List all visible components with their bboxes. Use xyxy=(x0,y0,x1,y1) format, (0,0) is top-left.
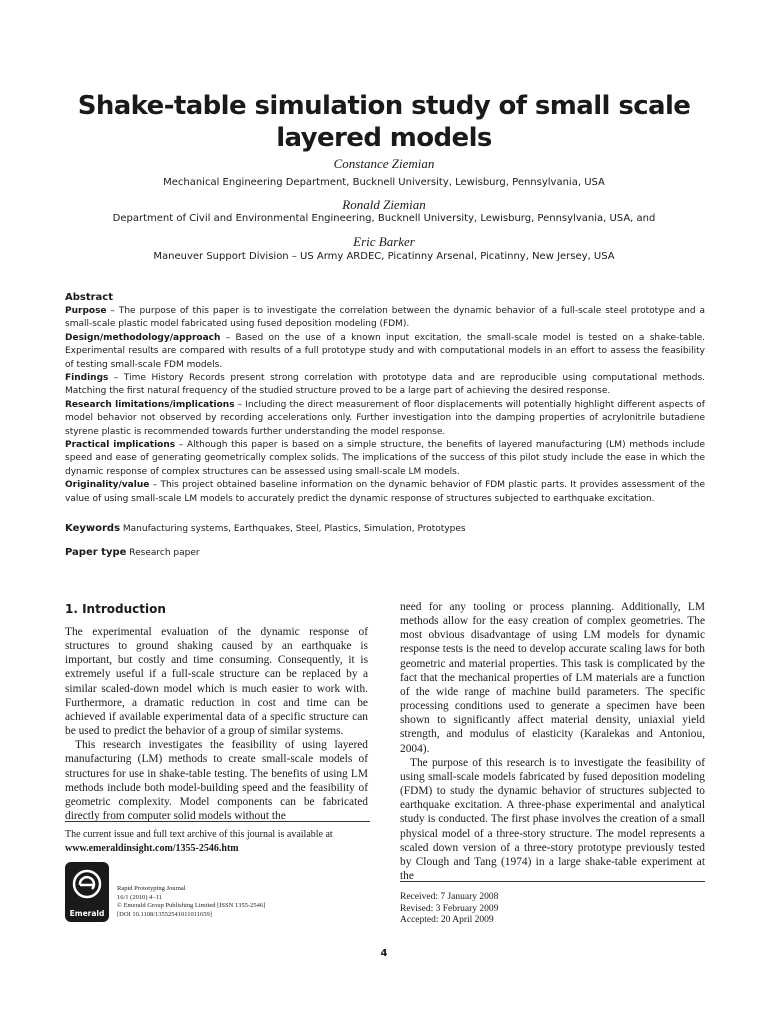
abstract-purpose xyxy=(65,305,705,332)
abstract-text: – Based on the use of a known input excitation, the small-scale model is tested on a shake-table. Experimental results are compared with results of a full prototype study and with computational models in an effort to assess the feasibility of testing small-scale FDM models. xyxy=(65,332,705,370)
abstract-text: – Including the direct measurement of floor displacements will potentially highlight different aspects of model behavior not observed by recording accelerations only. Further investigation into the damping properties of acrylonitrile butadiene styrene plastic is recommended towards further understanding the model response. xyxy=(65,399,705,437)
emerald-logo-word: Emerald xyxy=(69,909,105,918)
paper-title-line-1: Shake-table simulation study of small scale xyxy=(77,91,691,121)
paper-type-text: Research paper xyxy=(126,548,200,558)
section-heading: 1. Introduction xyxy=(65,602,166,616)
journal-info-line: © Emerald Group Publishing Limited [ISSN 1355-2546] xyxy=(117,902,266,910)
journal-info-line: Rapid Prototyping Journal xyxy=(117,885,186,892)
abstract-label: Originality/value xyxy=(65,480,150,491)
page-number: 4 xyxy=(380,948,388,959)
journal-info-line: 16/1 (2010) 4–11 xyxy=(117,893,162,901)
keywords xyxy=(65,523,705,534)
author-name: Constance Ziemian xyxy=(333,156,435,171)
author-affiliation: Maneuver Support Division – US Army ARDEC, Picatinny Arsenal, Picatinny, New Jersey, USA xyxy=(153,251,615,262)
paper-title-line-2: layered models xyxy=(276,123,492,153)
archive-divider xyxy=(65,821,370,822)
paper-type xyxy=(65,547,705,558)
abstract-label: Findings xyxy=(65,373,109,384)
paper-title xyxy=(60,90,708,154)
body-paragraph: This research investigates the feasibility of using layered manufacturing (LM) methods to create small-scale models of structures for use in shake-table testing. The benefits of using LM methods include both model-building speed and the feasibility of geometric complexity. Model components can be fabricated directly from computer solid models without the xyxy=(65,739,368,823)
abstract-label: Design/methodology/approach xyxy=(65,332,221,343)
article-dates xyxy=(400,892,705,927)
abstract-text: – This project obtained baseline information on the dynamic behavior of FDM plastic parts. It provides assessment of the value of using small-scale LM models to accurately predict the dynamic response of structures subjected to earthquake excitation. xyxy=(65,480,705,504)
body-paragraph: need for any tooling or process planning. Additionally, LM methods allow for the easy creation of complex geometries. The most obvious disadvantage of using LM models for dynamic response tests is the need to develop accurate scaling laws for both geometric and material properties. This task is complicated by the fact that the mechanical properties of LM materials are a function of the wide range of machine build parameters. The specific processing conditions used to generate a specimen have been shown to significantly affect material density, uniaxial yield strength, and modulus of elasticity (Karalekas and Antoniou, 2004). xyxy=(400,601,705,755)
keywords-text: Manufacturing systems, Earthquakes, Steel, Plastics, Simulation, Prototypes xyxy=(120,524,466,534)
author-affiliation: Department of Civil and Environmental Engineering, Bucknell University, Lewisburg, Pennsylvania, USA, and xyxy=(112,213,656,224)
abstract-text: – Although this paper is based on a simple structure, the benefits of layered manufacturing (LM) methods include speed and ease of generating geometrically complex solids. The implications of the success of this pilot study include the ease in which the dynamic response of complex structures can be assessed using small-scale LM models. xyxy=(65,440,705,477)
emerald-logo-icon xyxy=(65,862,109,922)
abstract-label: Practical implications xyxy=(65,440,176,451)
author-name: Eric Barker xyxy=(353,234,415,249)
received-date: Received: 7 January 2008 xyxy=(400,892,499,902)
journal-info xyxy=(117,885,377,919)
keywords-label: Keywords xyxy=(65,523,121,534)
archive-note xyxy=(65,828,370,856)
abstract-label: Research limitations/implications xyxy=(65,399,235,410)
abstract-design xyxy=(65,332,705,372)
archive-note-text: The current issue and full text archive of this journal is available at xyxy=(65,829,333,840)
journal-info-line: [DOI 10.1108/13552541011011659] xyxy=(117,910,212,918)
abstract-practical xyxy=(65,439,705,479)
abstract xyxy=(65,291,705,506)
archive-url-link[interactable]: www.emeraldinsight.com/1355-2546.htm xyxy=(65,843,239,854)
left-column xyxy=(65,625,368,823)
accepted-date: Accepted: 20 April 2009 xyxy=(400,915,494,925)
author-affiliation: Mechanical Engineering Department, Bucknell University, Lewisburg, Pennsylvania, USA xyxy=(163,177,605,188)
abstract-text: – The purpose of this paper is to investigate the correlation between the dynamic behavior of a full-scale steel prototype and a small-scale plastic model fabricated using fused deposition modeling (FDM). xyxy=(65,306,705,330)
dates-divider xyxy=(400,881,705,882)
abstract-originality xyxy=(65,479,705,506)
abstract-limitations xyxy=(65,399,705,439)
body-paragraph: The experimental evaluation of the dynamic response of structures to ground shaking caused by an earthquake is important, but costly and time consuming. Consequently, it is extremely useful if a full-scale structure can be replaced by a similar scaled-down model which is much easier to work with. Furthermore, a dramatic reduction in cost and time can be achieved if available experimental data of a specific structure can be used to predict the behavior of a group of similar systems. xyxy=(65,626,368,738)
right-column xyxy=(400,600,705,883)
revised-date: Revised: 3 February 2009 xyxy=(400,903,499,914)
abstract-label: Purpose xyxy=(65,306,107,316)
body-paragraph: The purpose of this research is to investigate the feasibility of using small-scale models fabricated by fused deposition modeling (FDM) to study the dynamic behavior of structures subjected to earthquake excitation. A three-phase experimental and analytical study is conducted. The first phase involves the creation of a small physical model of a three-story structure. The model represents a scaled down version of a three-story prototype previously tested by Clough and Tang (1974) in a large shake-table experiment at the xyxy=(400,756,705,882)
emerald-swirl-icon xyxy=(71,868,103,900)
paper-type-label: Paper type xyxy=(65,547,127,558)
abstract-heading: Abstract xyxy=(65,292,114,303)
abstract-findings xyxy=(65,372,705,399)
author-name: Ronald Ziemian xyxy=(342,197,426,212)
abstract-text: – Time History Records present strong correlation with prototype data and are reproducible using computational methods. Matching the first natural frequency of the studied structure proved to be a large part of achieving the desired response. xyxy=(65,373,705,397)
